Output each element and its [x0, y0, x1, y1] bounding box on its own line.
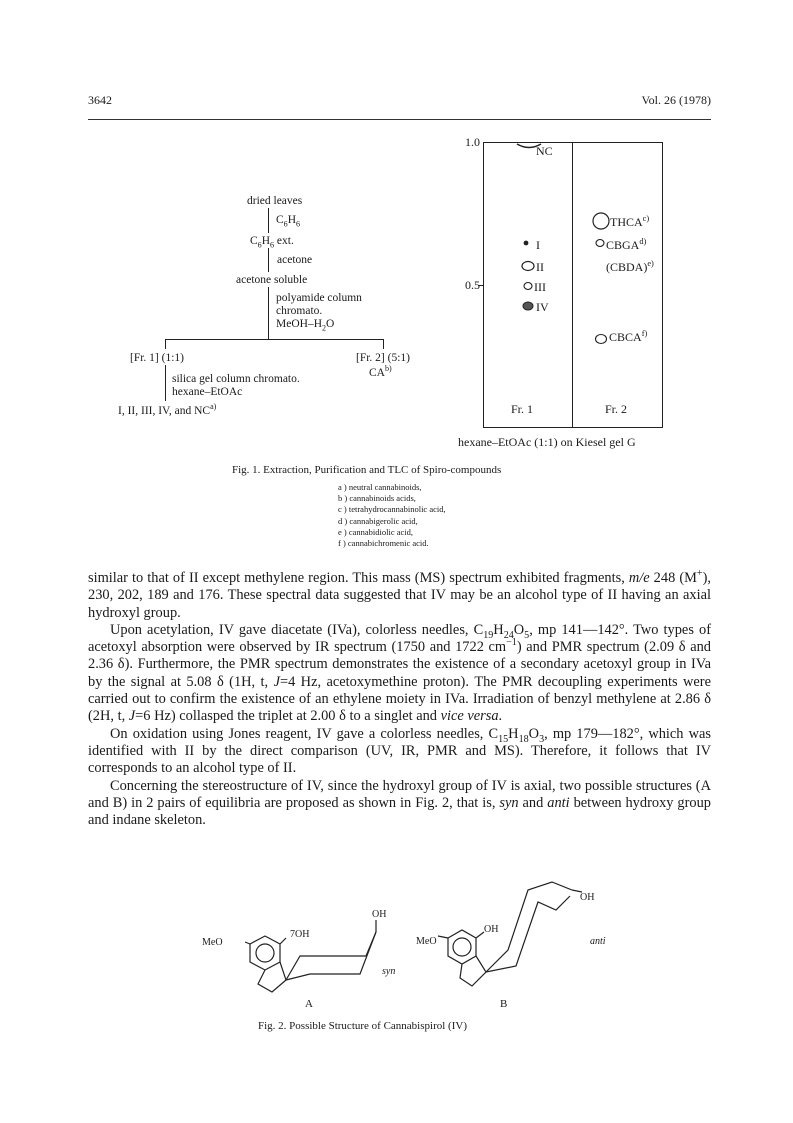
footnote-a: a ) neutral cannabinoids,: [338, 482, 422, 492]
tlc-spot-cbga-label: CBGA$^{d)}$: [606, 237, 647, 252]
scheme-polyamide-column: polyamide column: [276, 292, 362, 304]
tlc-rf-1: 1.0: [465, 135, 480, 149]
footnote-f: f ) cannabichromenic acid.: [338, 538, 429, 549]
scheme-silica-column: silica gel column chromato.: [172, 373, 300, 385]
fig1-footnotes: [338, 482, 446, 549]
scheme-branch-right: [383, 339, 384, 349]
scheme-fraction-2: [Fr. 2] (5:1): [356, 352, 410, 364]
spot-cbga: [596, 240, 604, 247]
scheme-solvent-acetone: acetone: [277, 254, 313, 266]
spot-i: [524, 241, 529, 246]
scheme-fraction-1: [Fr. 1] (1:1): [130, 352, 184, 364]
paragraph-3: On oxidation using Jones reagent, IV gave a colorless needles, $C_{15}H_{18}O_3$, mp 179—182°, which was identified with II by the direct comparison (UV, IR, PMR and MS). Therefore, it follows that IV corresponds to an alcohol type of II.: [88, 725, 711, 777]
tlc-spot-ii-label: II: [536, 260, 544, 274]
body-text: [88, 570, 711, 829]
structure-a-label: A: [305, 998, 313, 1010]
spot-ii: [522, 262, 534, 271]
scheme-hexane-etoac: hexane–EtOAc: [172, 386, 243, 398]
structure-b-axial-oh: OH: [580, 892, 595, 903]
scheme-arrow: [268, 248, 269, 272]
structure-b-anti: anti: [590, 936, 606, 947]
fig1-caption: Fig. 1. Extraction, Purification and TLC of Spiro-compounds: [232, 464, 502, 476]
structure-a-meo: MeO: [202, 937, 223, 948]
footnote-d: d ) cannabigerolic acid,: [338, 515, 418, 526]
tlc-spot-cbda-label: (CBDA)$^{e)}$: [606, 259, 654, 274]
scheme-fraction-2-product: CA$^{b)}$: [369, 364, 392, 379]
tlc-spot-iii-label: III: [534, 280, 546, 294]
tlc-spot-thca-label: THCA$^{c)}$: [610, 214, 650, 229]
spot-thca: [593, 213, 609, 229]
header-rule: [88, 119, 711, 120]
paragraph-2: Upon acetylation, IV gave diacetate (IVa), colorless needles, $C_{19}H_{24}O_5$, mp 141—142°. Two types of acetoxyl absorption were observed by IR spectrum (1750 and 1722 $cm^{-1}$) and PMR spectrum (2.09 δ and 2.36 δ). Furthermore, the PMR spectrum demonstrates the existence of a secondary acetoxyl group in IVa by the signal at 5.08 δ (1H, t, J=4 Hz, acetoxymethine proton). The PMR decoupling experiments were carried out to confirm the existence of an ethylene moiety in IVa. Irradiation of benzyl methylene at 2.86 δ (2H, t, J=6 Hz) collasped the triplet at 2.00 δ to a singlet and vice versa.: [88, 621, 711, 725]
paragraph-4: Concerning the stereostructure of IV, since the hydroxyl group of IV is axial, two possible structures (A and B) in 2 pairs of equilibria are proposed as shown in Fig. 2, that is, syn and anti between hydroxy group and indane skeleton.: [88, 777, 711, 829]
tlc-solvent-label: hexane–EtOAc (1:1) on Kiesel gel G: [458, 435, 636, 449]
scheme-benzene-extract: $C_6H_6$ ext.: [250, 235, 294, 250]
tlc-spot-i-label: I: [536, 238, 540, 252]
footnote-e: e ) cannabidiolic acid,: [338, 526, 414, 537]
scheme-arrow: [165, 365, 166, 401]
structure-drawings: [190, 880, 630, 1015]
scheme-arrow: [268, 208, 269, 233]
structure-b-label: B: [500, 998, 508, 1010]
scheme-meoh-water: MeOH–$H_2O$: [276, 318, 335, 333]
footnote-b: b ) cannabinoids acids,: [338, 493, 416, 504]
paragraph-1: similar to that of II except methylene region. This mass (MS) spectrum exhibited fragments, m/e 248 (M+), 230, 202, 189 and 176. These spectral data suggested that IV may be an alcohol type of II having an axial hydroxyl group.: [88, 568, 711, 621]
tlc-lane-1-label: Fr. 1: [511, 402, 534, 416]
tlc-rf-05: 0.5: [465, 278, 480, 292]
scheme-fraction-1-products: I, II, III, IV, and NC$^{a)}$: [118, 402, 217, 417]
tlc-spot-cbca-label: CBCA$^{f)}$: [609, 329, 648, 344]
scheme-branch-line: [165, 339, 383, 340]
tlc-lane-2-label: Fr. 2: [605, 402, 628, 416]
page-number: 3642: [88, 93, 112, 107]
structure-b-meo: MeO: [416, 936, 437, 947]
structure-a-axial-oh: OH: [372, 909, 387, 920]
structure-b-oh: OH: [484, 924, 499, 935]
scheme-chromato: chromato.: [276, 305, 323, 317]
tlc-spot-nc-label: NC: [536, 144, 553, 158]
structure-a: [245, 920, 376, 992]
structure-a-syn: syn: [382, 966, 396, 977]
spot-iii: [524, 283, 532, 290]
spot-cbca: [596, 335, 607, 344]
structure-a-oh: 7OH: [290, 929, 310, 940]
scheme-acetone-soluble: acetone soluble: [236, 274, 308, 286]
scheme-solvent-benzene: $C_6H_6$: [276, 214, 301, 229]
fig2-caption: Fig. 2. Possible Structure of Cannabispirol (IV): [258, 1020, 467, 1032]
tlc-spot-iv-label: IV: [536, 300, 549, 314]
scheme-dried-leaves: dried leaves: [247, 195, 303, 207]
scheme-arrow: [268, 287, 269, 339]
spot-iv: [523, 302, 533, 310]
journal-volume: Vol. 26 (1978): [641, 93, 711, 107]
footnote-c: c ) tetrahydrocannabinolic acid,: [338, 504, 446, 515]
scheme-branch-left: [165, 339, 166, 349]
structure-b: [438, 882, 582, 986]
